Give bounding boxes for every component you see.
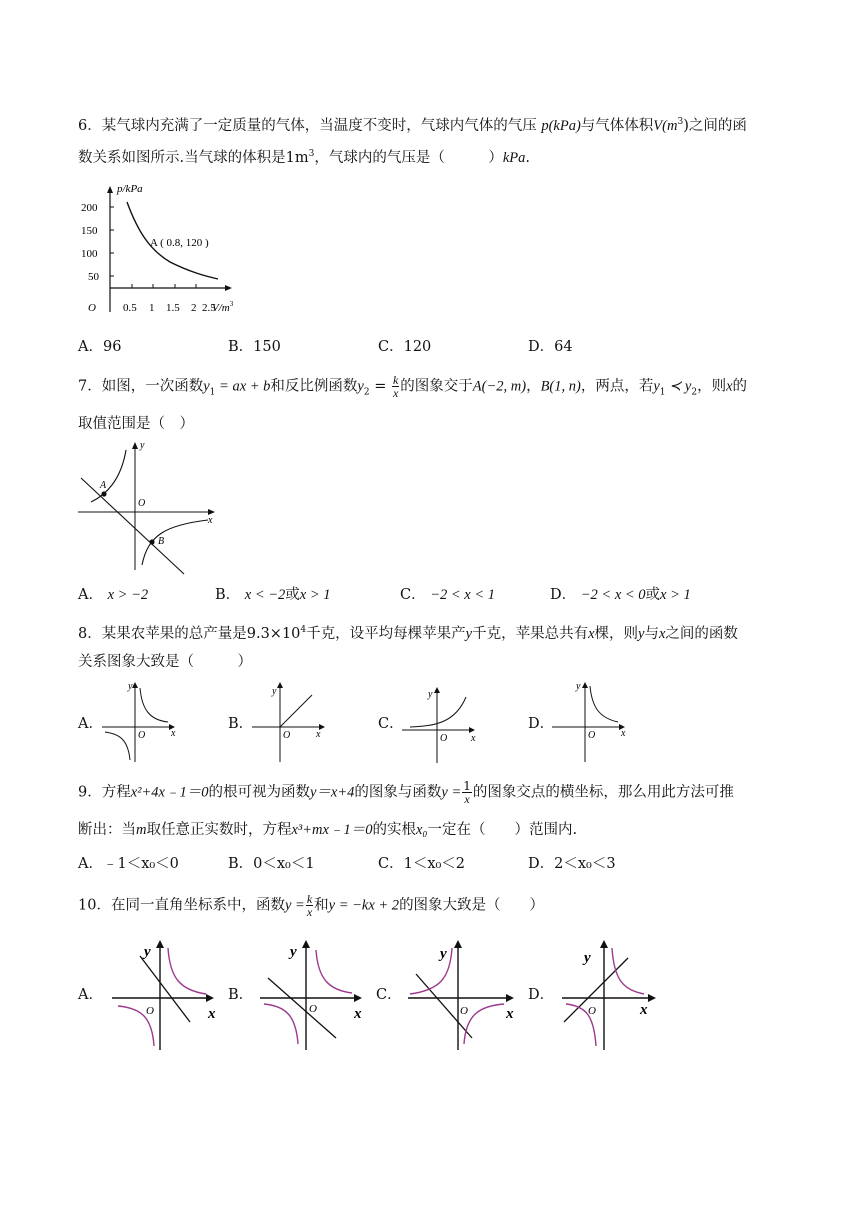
svg-text:O: O	[283, 730, 291, 741]
q10-option-b[interactable]: B．	[228, 987, 254, 1003]
svg-text:x: x	[208, 1006, 216, 1022]
q9-option-d[interactable]: D．2＜x₀＜3	[528, 856, 616, 872]
q7-hyperbola-upper	[91, 450, 126, 502]
q6-option-b[interactable]: B．150	[228, 339, 281, 355]
q10-graph-b	[258, 938, 373, 1053]
svg-text:O: O	[588, 1005, 596, 1017]
q9-option-a[interactable]: A．﹣1＜x₀＜0	[78, 856, 179, 872]
q6-ytick-200: 200	[81, 202, 98, 214]
q6-xtick-1-5: 1.5	[166, 302, 180, 314]
q8-line2: 关系图象大致是（ ）	[78, 654, 252, 670]
svg-text:x: x	[171, 728, 176, 739]
svg-text:O: O	[146, 1005, 154, 1017]
q8-graph-a	[100, 680, 185, 765]
q10-line1: 10．在同一直角坐标系中，函数y = $\frac{k}{x}$ 和y = −kx + 2的图象大致是（ ）	[78, 892, 545, 919]
svg-text:x: x	[354, 1006, 362, 1022]
svg-text:y: y	[128, 681, 133, 692]
svg-text:y: y	[584, 950, 591, 966]
svg-text:x: x	[621, 728, 626, 739]
q8-graph-c	[400, 685, 485, 765]
q7-line2: 取值范围是（ ）	[78, 416, 194, 432]
svg-text:y: y	[428, 689, 433, 700]
q6-ylabel: p/kPa	[117, 183, 143, 195]
q6-xtick-2-5: 2.5	[202, 302, 216, 314]
q7-line1: 7．如图，一次函数$y_1$ = ax + b和反比例函数$y_2$ = $\frac{k}{x}$ 的图象交于A(−2, m)，B(1, n)，两点，若$y_1$ ≺ $y_2$，则x的	[78, 373, 748, 400]
q7-linear-line	[81, 478, 184, 574]
q6-line2: 数关系如图所示.当气球的体积是$1m^3$，气球内的气压是（ ）kPa.	[78, 149, 530, 166]
q7-origin: O	[138, 498, 146, 509]
q8-option-b[interactable]: B．	[228, 716, 254, 732]
q6-option-c[interactable]: C．120	[378, 339, 432, 355]
svg-text:O: O	[440, 733, 448, 744]
q7-option-b[interactable]: B． x < −2或x > 1	[215, 587, 331, 603]
q8-option-d[interactable]: D．	[528, 716, 555, 732]
q10-option-d[interactable]: D．	[528, 987, 555, 1003]
q6-ytick-150: 150	[81, 225, 98, 237]
q6-option-a[interactable]: A．96	[78, 339, 122, 355]
svg-text:O: O	[460, 1005, 468, 1017]
svg-text:x: x	[506, 1006, 514, 1022]
q10-graph-d	[560, 938, 675, 1053]
svg-text:O: O	[138, 730, 146, 741]
q10-option-c[interactable]: C．	[376, 987, 402, 1003]
q7-point-a-label: A	[100, 480, 107, 491]
svg-text:y: y	[144, 944, 151, 960]
svg-text:y: y	[576, 681, 581, 692]
q7-option-c[interactable]: C． −2 < x < 1	[400, 587, 496, 603]
q6-point-label: A ( 0.8, 120 )	[150, 237, 209, 249]
q6-line1: 6．某气球内充满了一定质量的气体，当温度不变时，气球内气体的气压 p(kPa)与气体体积$V(m^3)$之间的函	[78, 117, 747, 134]
q6-xtick-0-5: 0.5	[123, 302, 137, 314]
q9-line1: 9．方程x²+4x﹣1＝0的根可视为函数y＝x+4的图象与函数y = $\frac{1}{x}$ 的图象交点的横坐标，那么用此方法可推	[78, 779, 734, 806]
q6-origin: O	[88, 302, 96, 314]
q7-x-axis-label: x	[208, 515, 213, 526]
q7-point-a-dot	[101, 491, 106, 496]
q8-option-c[interactable]: C．	[378, 716, 404, 732]
svg-text:x: x	[640, 1002, 648, 1018]
svg-text:y: y	[272, 686, 277, 697]
q6-xtick-2: 2	[191, 302, 197, 314]
svg-text:y: y	[440, 946, 447, 962]
q7-y-axis-label: y	[140, 440, 145, 451]
q8-graph-b	[250, 680, 335, 765]
q7-point-b-label: B	[158, 536, 165, 547]
svg-text:x: x	[316, 729, 321, 740]
svg-text:x: x	[471, 733, 476, 744]
q6-ytick-50: 50	[88, 271, 99, 283]
q6-ytick-100: 100	[81, 248, 98, 260]
q7-option-d[interactable]: D． −2 < x < 0或x > 1	[550, 587, 691, 603]
q6-option-d[interactable]: D．64	[528, 339, 573, 355]
q8-graph-d	[550, 680, 635, 765]
q6-pressure-graph	[80, 180, 250, 320]
q10-graph-c	[402, 938, 527, 1053]
q7-point-b-dot	[149, 539, 154, 544]
q10-option-a[interactable]: A．	[78, 987, 103, 1003]
q8-line1: 8．某果农苹果的总产量是$9.3\times 10^4$千克，设平均每棵苹果产y千克，苹果总共有x棵，则y与x之间的函数	[78, 625, 738, 642]
q9-option-c[interactable]: C．1＜x₀＜2	[378, 856, 466, 872]
q7-graph	[76, 440, 221, 580]
q9-option-b[interactable]: B．0＜x₀＜1	[228, 856, 315, 872]
svg-text:O: O	[588, 730, 596, 741]
q10-graph-a	[110, 938, 225, 1053]
svg-text:y: y	[290, 944, 297, 960]
svg-text:O: O	[309, 1003, 317, 1015]
q6-xtick-1: 1	[149, 302, 155, 314]
q8-option-a[interactable]: A．	[78, 716, 103, 732]
q6-xlabel: $V/m^3$	[212, 300, 234, 314]
q7-option-a[interactable]: A． x > −2	[78, 587, 149, 603]
q9-line2: 断出：当m取任意正实数时，方程x³+mx﹣1＝0的实根x₀一定在（ ）范围内.	[78, 822, 578, 838]
